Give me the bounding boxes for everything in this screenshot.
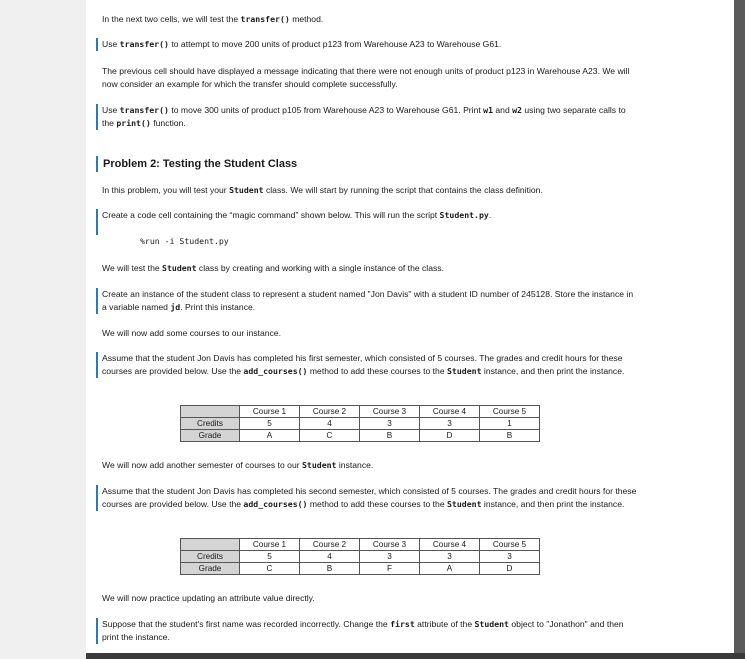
credit-cell: 3: [420, 418, 480, 430]
instruction-transfer-success: Use transfer() to move 300 units of product p105 from Warehouse A23 to Warehouse G61. Print w1 and w2 using two separate calls to the print() function.: [96, 104, 638, 130]
grade-cell: F: [360, 563, 420, 575]
credit-cell: 3: [360, 418, 420, 430]
credits-label: Credits: [181, 418, 240, 430]
course-header: Course 2: [300, 406, 360, 418]
grade-cell: B: [480, 430, 540, 442]
course-header: Course 3: [360, 539, 420, 551]
problem-2-intro: In this problem, you will test your Student class. We will start by running the script that contains the class definition.: [102, 185, 543, 195]
update-attribute-paragraph: We will now practice updating an attribute value directly.: [102, 593, 315, 603]
explanation-paragraph: The previous cell should have displayed a message indicating that there were not enough units of product p123 in Warehouse A23. We will now consider an example for which the transfer should complete successfully.: [102, 66, 630, 89]
credit-cell: 4: [300, 418, 360, 430]
grade-cell: B: [300, 563, 360, 575]
table-row: [181, 563, 540, 575]
grade-cell: D: [480, 563, 540, 575]
magic-command-code: %run -i Student.py: [140, 236, 229, 246]
table-row: [181, 418, 540, 430]
instruction-first-semester: Assume that the student Jon Davis has completed his first semester, which consisted of 5 courses. The grades and credit hours for these courses are provided below. Use the add_courses() method to add these courses to the Student instance, and then print the instance.: [96, 352, 638, 378]
semester-2-table: [180, 538, 540, 575]
instruction-change-first-name: Suppose that the student's first name was recorded incorrectly. Change the first attribute of the Student object to "Jonathon" and then print the instance.: [96, 618, 638, 644]
intro-paragraph: In the next two cells, we will test the transfer() method.: [102, 14, 324, 24]
credits-label: Credits: [181, 551, 240, 563]
grade-label: Grade: [181, 430, 240, 442]
instruction-create-instance: Create an instance of the student class to represent a student named "Jon Davis" with a student ID number of 245128. Store the instance in a variable named jd. Print this instance.: [96, 288, 638, 314]
table-header-row: [181, 406, 540, 418]
course-header: Course 2: [300, 539, 360, 551]
table-row: [181, 430, 540, 442]
course-header: Course 5: [480, 539, 540, 551]
course-header: Course 5: [480, 406, 540, 418]
grade-cell: A: [240, 430, 300, 442]
grade-cell: C: [240, 563, 300, 575]
grade-cell: A: [420, 563, 480, 575]
table-row: [181, 551, 540, 563]
table-corner: [181, 406, 240, 418]
table-header-row: [181, 539, 540, 551]
course-header: Course 1: [240, 539, 300, 551]
instruction-second-semester: Assume that the student Jon Davis has completed his second semester, which consisted of 5 courses. The grades and credit hours for these courses are provided below. Use the add_courses() method to add these courses to the Student instance, and then print the instance.: [96, 485, 638, 511]
credit-cell: 1: [480, 418, 540, 430]
instruction-magic-command: Create a code cell containing the “magic command” shown below. This will run the script Student.py.: [96, 209, 638, 235]
course-header: Course 4: [420, 406, 480, 418]
credit-cell: 3: [360, 551, 420, 563]
problem-2-heading: Problem 2: Testing the Student Class: [96, 156, 297, 172]
course-header: Course 3: [360, 406, 420, 418]
grade-cell: D: [420, 430, 480, 442]
bottom-scroll-bar[interactable]: [86, 653, 745, 659]
course-header: Course 1: [240, 406, 300, 418]
add-courses-paragraph: We will now add some courses to our instance.: [102, 328, 281, 338]
credit-cell: 3: [420, 551, 480, 563]
grade-cell: C: [300, 430, 360, 442]
credit-cell: 3: [480, 551, 540, 563]
another-semester-paragraph: We will now add another semester of courses to our Student instance.: [102, 460, 374, 470]
window-edge: [734, 0, 745, 659]
credit-cell: 4: [300, 551, 360, 563]
table-corner: [181, 539, 240, 551]
credit-cell: 5: [240, 418, 300, 430]
semester-1-table: [180, 405, 540, 442]
student-test-paragraph: We will test the Student class by creating and working with a single instance of the class.: [102, 263, 444, 273]
grade-cell: B: [360, 430, 420, 442]
instruction-transfer-attempt: Use transfer() to attempt to move 200 units of product p123 from Warehouse A23 to Warehouse G61.: [96, 38, 638, 51]
credit-cell: 5: [240, 551, 300, 563]
grade-label: Grade: [181, 563, 240, 575]
course-header: Course 4: [420, 539, 480, 551]
